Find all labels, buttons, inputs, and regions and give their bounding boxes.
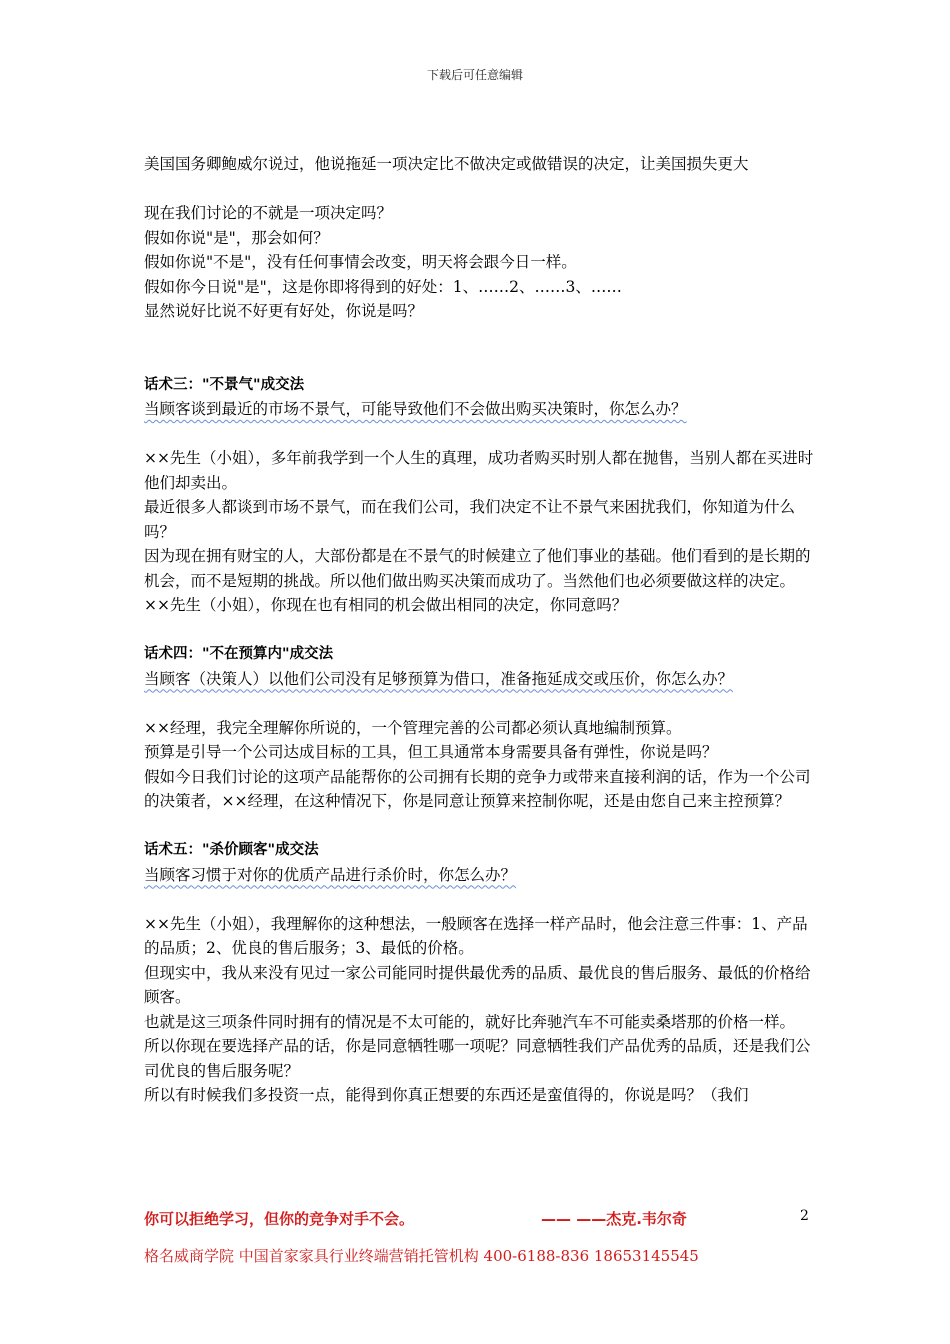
section-line: ××先生（小姐），多年前我学到一个人生的真理，成功者购买时别人都在抛售，当别人都在买进时他们却卖出。 [144, 449, 814, 492]
section-heading: 话术四："不在预算内"成交法 [144, 646, 334, 662]
section-line: 所以你现在要选择产品的话，你是同意牺牲哪一项呢？同意牺牲我们产品优秀的品质，还是我们公司优良的售后服务呢？ [144, 1037, 811, 1080]
section-line: 预算是引导一个公司达成目标的工具，但工具通常本身需要具备有弹性，你说是吗？ [144, 743, 718, 761]
document-body [144, 152, 816, 1108]
section-line: 因为现在拥有财宝的人，大部份都是在不景气的时候建立了他们事业的基础。他们看到的是长期的机会，而不是短期的挑战。所以他们做出购买决策而成功了。当然他们也必须要做这样的决定。 [144, 547, 811, 590]
section-line: 所以有时候我们多投资一点，能得到你真正想要的东西还是蛮值得的，你说是吗？（我们 [144, 1086, 749, 1104]
section-line: ××先生（小姐），我理解你的这种想法，一般顾客在选择一样产品时，他会注意三件事：1、产品的品质；2、优良的售后服务；3、最低的价格。 [144, 914, 808, 957]
footer-slogan: 你可以拒绝学习，但你的竞争对手不会。 [144, 1210, 415, 1228]
section-heading: 话术三："不景气"成交法 [144, 376, 305, 393]
section-line: ××先生（小姐），你现在也有相同的机会做出相同的决定，你同意吗？ [144, 596, 628, 614]
intro-line: 显然说好比说不好更有好处，你说是吗？ [144, 302, 424, 320]
intro-paragraph: 美国国务卿鲍威尔说过，他说拖延一项决定比不做决定或做错误的决定，让美国损失更大 [144, 155, 749, 173]
footer-contact: 格名威商学院 中国首家家具行业终端营销托管机构 400-6188-836 18653145545 [144, 1247, 699, 1265]
section-line: ××经理，我完全理解你所说的，一个管理完善的公司都必须认真地编制预算。 [144, 718, 682, 737]
section-line: 最近很多人都谈到市场不景气，而在我们公司，我们决定不让不景气来困扰我们，你知道为什么吗？ [144, 498, 796, 541]
header-note: 下载后可任意编辑 [426, 68, 523, 82]
section-line: 也就是这三项条件同时拥有的情况是不太可能的，就好比奔驰汽车不可能卖桑塔那的价格一样。 [144, 1012, 796, 1031]
intro-line: 现在我们讨论的不就是一项决定吗？ [144, 204, 393, 222]
intro-line: 假如你今日说"是"，这是你即将得到的好处：1、……2、……3、…… [144, 277, 622, 296]
section-question: 当顾客习惯于对你的优质产品进行杀价时，你怎么办？ [144, 865, 517, 884]
section-line: 假如今日我们讨论的这项产品能帮你的公司拥有长期的竞争力或带来直接利润的话，作为一个公司的决策者，××经理，在这种情况下，你是同意让预算来控制你呢，还是由您自己来主控预算？ [144, 767, 811, 810]
intro-line: 假如你说"是"，那会如何？ [144, 228, 329, 247]
section-line: 但现实中，我从来没有见过一家公司能同时提供最优秀的品质、最优良的售后服务、最低的价格给顾客。 [144, 963, 811, 1006]
section-heading: 话术五："杀价顾客"成交法 [144, 842, 319, 858]
page-number: 2 [800, 1208, 809, 1224]
section-question: 当顾客（决策人）以他们公司没有足够预算为借口，准备拖延成交或压价，你怎么办？ [144, 669, 734, 688]
section-question: 当顾客谈到最近的市场不景气，可能导致他们不会做出购买决策时，你怎么办？ [144, 400, 687, 418]
footer-slogan-author: —— ——杰克.韦尔奇 [541, 1210, 687, 1228]
intro-line: 假如你说"不是"，没有任何事情会改变，明天将会跟今日一样。 [144, 253, 577, 271]
